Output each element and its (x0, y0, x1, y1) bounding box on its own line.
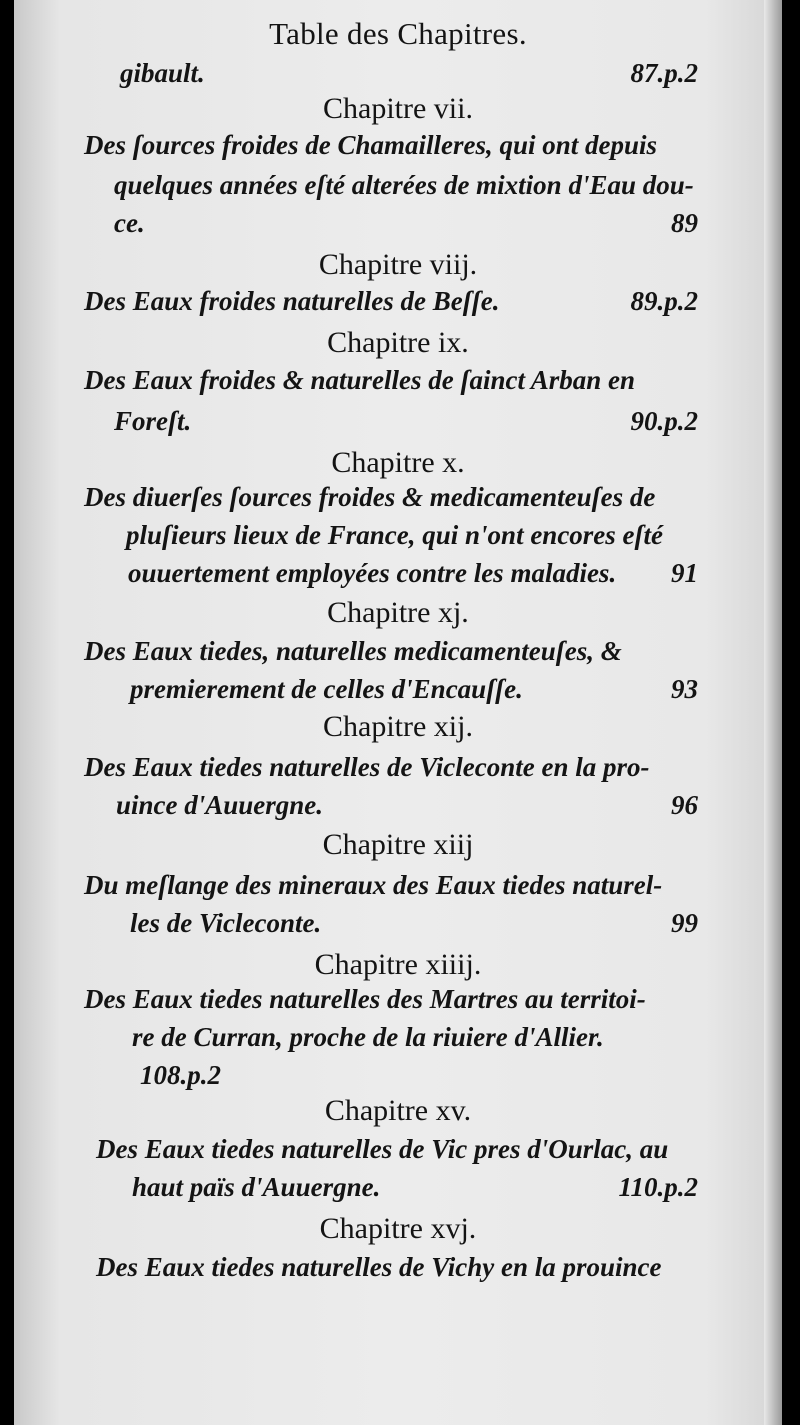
toc-line-text: Des Eaux tiedes naturelles de Vichy en la prouince (96, 1252, 662, 1282)
chapter-heading: Chapitre xiiij. (314, 948, 482, 981)
page-reference: 110.p.2 (618, 1172, 698, 1202)
toc-line-text: re de Curran, proche de la riuiere d'Allier. (132, 1022, 604, 1052)
page-reference: 89 (671, 208, 698, 238)
chapter-heading: Chapitre viij. (318, 248, 478, 281)
toc-line-text: Des Eaux froides naturelles de Beſſe. (84, 286, 500, 316)
chapter-heading: Chapitre vii. (323, 92, 473, 125)
toc-line-text: quelques années eſté alterées de mixtion d'Eau dou- (114, 170, 694, 200)
chapter-heading: Chapitre xv. (324, 1094, 472, 1127)
chapter-heading: Chapitre xj. (327, 596, 469, 629)
toc-line-text: Des Eaux tiedes, naturelles medicamenteuſes, & (84, 636, 622, 666)
chapter-heading: Chapitre xvj. (319, 1212, 477, 1245)
page-reference: 90.p.2 (630, 406, 698, 436)
page-reference: 96 (671, 790, 698, 820)
page-reference: 89.p.2 (630, 286, 698, 316)
page-reference: 87.p.2 (630, 58, 698, 88)
toc-line-text: Des Eaux froides & naturelles de ſainct Arban en (84, 365, 636, 395)
toc-line-text: Des ſources froides de Chamailleres, qui ont depuis (84, 130, 658, 160)
running-head: Table des Chapitres. (269, 16, 527, 51)
toc-line-text: Des Eaux tiedes naturelles des Martres au territoi- (84, 984, 646, 1014)
page-reference: 99 (671, 908, 698, 938)
toc-line-text: Des Eaux tiedes naturelles de Vicleconte en la pro- (84, 752, 650, 782)
page-reference: 91 (671, 558, 698, 588)
toc-line-text: ouuertement employées contre les maladies. (128, 558, 617, 588)
toc-line-text: Des diuerſes ſources froides & medicamenteuſes de (84, 482, 656, 512)
toc-line-text: haut païs d'Auuergne. (132, 1172, 381, 1202)
toc-line-text: ce. (114, 208, 145, 238)
toc-line-text: Des Eaux tiedes naturelles de Vic pres d'Ourlac, au (96, 1134, 669, 1164)
chapter-heading: Chapitre x. (331, 446, 465, 479)
chapter-heading: Chapitre ix. (327, 326, 469, 359)
page-reference: 93 (671, 674, 698, 704)
toc-line-text: Du meſlange des mineraux des Eaux tiedes naturel- (84, 870, 663, 900)
toc-line-text: 108.p.2 (140, 1060, 221, 1090)
toc-line-text: Foreſt. (114, 406, 192, 436)
chapter-heading: Chapitre xij. (323, 710, 473, 743)
toc-line-text: premierement de celles d'Encauſſe. (130, 674, 523, 704)
chapter-heading: Chapitre xiij (322, 828, 474, 861)
toc-line-text: gibault. (120, 58, 205, 88)
toc-line-text: pluſieurs lieux de France, qui n'ont encores eſté (126, 520, 664, 550)
book-page (14, 0, 782, 1425)
toc-line-text: les de Vicleconte. (130, 908, 322, 938)
toc-line-text: uince d'Auuergne. (116, 790, 324, 820)
